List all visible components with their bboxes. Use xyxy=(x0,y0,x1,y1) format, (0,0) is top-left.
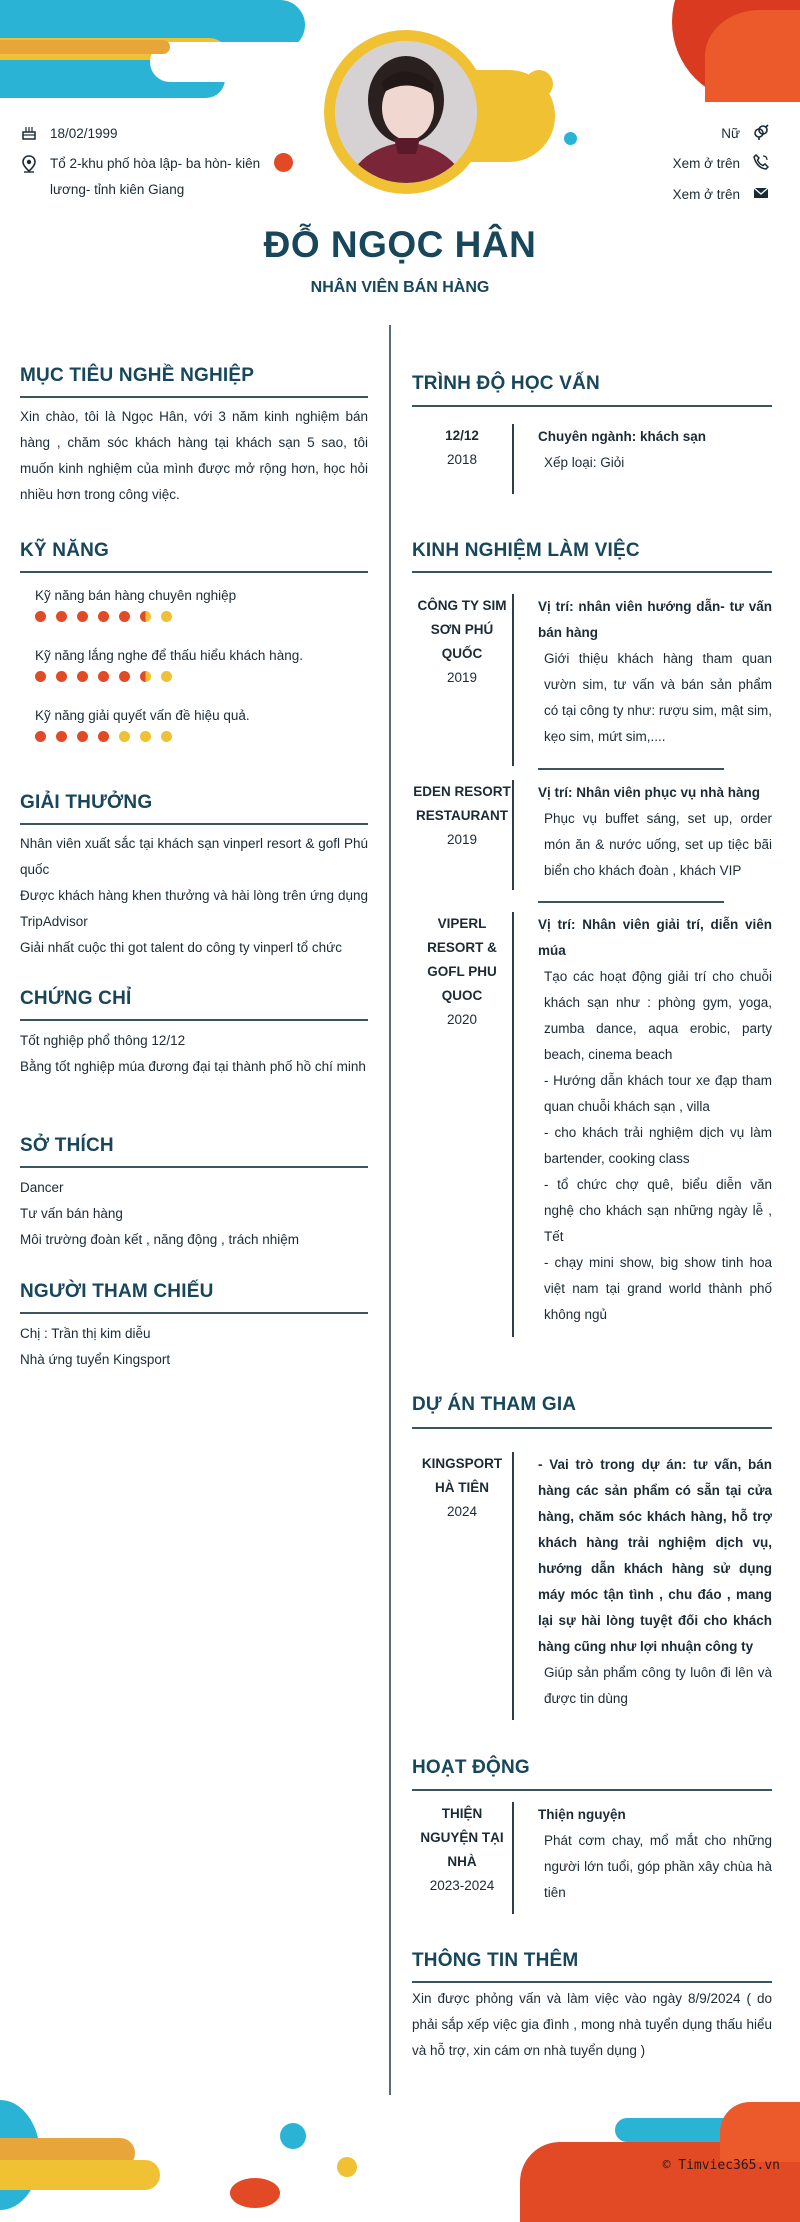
decor-bottom-right-orange xyxy=(720,2102,800,2162)
references-title: NGƯỜI THAM CHIẾU xyxy=(20,1281,214,1302)
rating-dot xyxy=(56,671,67,682)
certificates-rule xyxy=(20,1019,368,1021)
experience-when xyxy=(412,780,512,852)
experience-desc-line: - Hướng dẫn khách tour xe đạp tham quan chuỗi khách sạn , villa xyxy=(544,1073,772,1114)
skill-label: Kỹ năng bán hàng chuyên nghiệp xyxy=(35,588,237,603)
rating-dot xyxy=(98,731,109,742)
education-school: 12/12 xyxy=(445,428,479,443)
birthday-cake-icon xyxy=(20,124,38,142)
rating-dot xyxy=(161,671,172,682)
experience-when xyxy=(412,912,512,1032)
hobby-item: Dancer xyxy=(20,1180,64,1195)
experience-body xyxy=(538,780,772,884)
hobby-item: Tư vấn bán hàng xyxy=(20,1206,123,1221)
experience-body xyxy=(538,594,772,750)
extra-title: THÔNG TIN THÊM xyxy=(412,1950,579,1971)
avatar-photo xyxy=(324,30,488,194)
certificate-item: Tốt nghiệp phổ thông 12/12 xyxy=(20,1033,186,1048)
gender-text: Nữ xyxy=(721,126,740,141)
decor-avatar-blob-dot xyxy=(525,70,553,98)
skills-rule xyxy=(20,571,368,573)
project-body xyxy=(538,1452,772,1712)
experience-title: KINH NGHIỆM LÀM VIỆC xyxy=(412,540,640,561)
timeline-line xyxy=(512,1452,514,1720)
education-rule xyxy=(412,405,772,407)
skill-item xyxy=(35,583,355,643)
projects-title: DỰ ÁN THAM GIA xyxy=(412,1394,577,1415)
decor-top-right-inner xyxy=(705,10,800,102)
watermark: © Timviec365.vn xyxy=(662,2158,780,2173)
references-rule xyxy=(20,1312,368,1314)
experience-desc-line: Tạo các hoạt động giải trí cho chuỗi khách sạn như : phòng gym, yoga, zumba dance, aqua erobic, party beach, cinema beach xyxy=(544,969,772,1062)
education-entry xyxy=(412,424,772,494)
experience-rule xyxy=(412,571,772,573)
email-icon xyxy=(752,186,770,204)
location-pin-icon xyxy=(20,155,38,173)
rating-dot xyxy=(161,611,172,622)
reference-item: Nhà ứng tuyển Kingsport xyxy=(20,1352,171,1367)
award-item: Giải nhất cuộc thi got talent do công ty vinperl tổ chức xyxy=(20,940,342,955)
address-text: Tổ 2-khu phố hòa lập- ba hòn- kiên lương- tỉnh kiên Giang xyxy=(50,156,261,197)
skills-list xyxy=(35,583,355,763)
experience-role: Vị trí: Nhân viên phục vụ nhà hàng xyxy=(538,785,761,800)
experience-role: Vị trí: Nhân viên giải trí, diễn viên múa xyxy=(538,917,772,958)
skill-rating xyxy=(35,611,355,622)
activity-desc: Phát cơm chay, mổ mắt cho những người lớn tuổi, góp phần xây chùa hà tiên xyxy=(544,1833,772,1900)
education-when xyxy=(412,424,512,472)
experience-year: 2019 xyxy=(446,832,478,847)
activity-org: THIỆN NGUYỆN TẠI NHÀ xyxy=(420,1806,504,1869)
project-desc: Giúp sản phẩm công ty luôn đi lên và được tin dùng xyxy=(544,1665,772,1706)
timeline-line xyxy=(512,912,514,1337)
activity-entry xyxy=(412,1802,772,1914)
decor-cyan-dot xyxy=(564,132,577,145)
certificate-item: Bằng tốt nghiệp múa đương đại tại thành phố hồ chí minh xyxy=(20,1059,366,1074)
avatar xyxy=(324,30,488,194)
activities-rule xyxy=(412,1789,772,1791)
project-year: 2024 xyxy=(446,1504,478,1519)
birthday-text: 18/02/1999 xyxy=(50,126,118,141)
activities-title: HOẠT ĐỘNG xyxy=(412,1757,530,1778)
hobby-item: Môi trường đoàn kết , năng động , trách nhiệm xyxy=(20,1232,300,1247)
rating-dot xyxy=(140,611,151,622)
activity-when xyxy=(412,1802,512,1898)
decor-bottom-cyan-dot xyxy=(280,2123,306,2149)
award-item: Nhân viên xuất sắc tại khách sạn vinperl resort & gofl Phú quốc xyxy=(20,836,368,877)
entry-separator xyxy=(538,901,724,903)
project-entry xyxy=(412,1452,772,1720)
education-grade: Xếp loại: Giỏi xyxy=(544,455,625,470)
experience-company: CÔNG TY SIM SƠN PHÚ QUỐC xyxy=(417,598,507,661)
decor-bottom-red-arc xyxy=(230,2178,280,2208)
phone-text: Xem ở trên xyxy=(672,156,740,171)
skill-rating xyxy=(35,671,355,682)
experience-desc-line: - chạy mini show, big show tinh hoa việt nam tại grand world thành phố không ngủ xyxy=(544,1255,772,1322)
extra-text: Xin được phỏng vấn và làm việc vào ngày 8/9/2024 ( do phải sắp xếp việc gia đình , mong nhà tuyển dụng thấu hiểu và hỗ trợ, xin cám ơn nhà tuyển dụng ) xyxy=(412,1991,772,2058)
phone-icon xyxy=(752,154,770,172)
hobbies-list xyxy=(20,1175,368,1253)
experience-entry xyxy=(412,594,772,766)
reference-item: Chị : Trần thị kim diễu xyxy=(20,1326,151,1341)
rating-dot xyxy=(140,671,151,682)
skill-item xyxy=(35,703,355,763)
skills-title: KỸ NĂNG xyxy=(20,540,110,561)
rating-dot xyxy=(77,611,88,622)
rating-dot xyxy=(77,731,88,742)
rating-dot xyxy=(77,671,88,682)
timeline-line xyxy=(512,1802,514,1914)
experience-desc: Phục vụ buffet sáng, set up, order món ăn & nước uống, set up tiệc bãi biển cho khách đoàn , khách VIP xyxy=(544,811,772,878)
objective-rule xyxy=(20,396,368,398)
projects-rule xyxy=(412,1427,772,1429)
rating-dot xyxy=(35,731,46,742)
rating-dot xyxy=(56,731,67,742)
skill-item xyxy=(35,643,355,703)
experience-body xyxy=(538,912,772,1328)
rating-dot xyxy=(35,611,46,622)
timeline-line xyxy=(512,594,514,766)
experience-role: Vị trí: nhân viên hướng dẫn- tư vấn bán hàng xyxy=(538,599,772,640)
skill-rating xyxy=(35,731,355,742)
experience-company: EDEN RESORT RESTAURANT xyxy=(413,784,511,823)
candidate-position: NHÂN VIÊN BÁN HÀNG xyxy=(310,279,490,296)
activity-year: 2023-2024 xyxy=(429,1878,495,1893)
email-text: Xem ở trên xyxy=(672,187,740,202)
award-item: Được khách hàng khen thưởng và hài lòng trên ứng dụng TripAdvisor xyxy=(20,888,368,929)
rating-dot xyxy=(140,731,151,742)
hobbies-title: SỞ THÍCH xyxy=(20,1135,114,1156)
objective-text: Xin chào, tôi là Ngọc Hân, với 3 năm kinh nghiệm bán hàng , chăm sóc khách hàng tại khách sạn 5 sao, tôi muốn kinh nghiệm của mình được mở rộng hơn, học hỏi nhiều hơn trong công việc. xyxy=(20,409,368,502)
references-list xyxy=(20,1321,368,1373)
decor-bottom-left-bar2 xyxy=(0,2160,160,2190)
candidate-name: ĐỖ NGỌC HÂN xyxy=(263,224,537,265)
certificates-list xyxy=(20,1028,368,1080)
timeline-line xyxy=(512,424,514,494)
decor-bottom-yellow-dot xyxy=(337,2157,357,2177)
education-body xyxy=(538,424,772,476)
awards-title: GIẢI THƯỞNG xyxy=(20,792,153,813)
activity-role: Thiện nguyện xyxy=(538,1807,626,1822)
project-role: - Vai trò trong dự án: tư vấn, bán hàng các sản phẩm có sẵn tại cửa hàng, chăm sóc khách hàng, hỗ trợ khách hàng trải nghiệm dịch vụ, hướng dẫn khách hàng sử dụng máy móc tận tình , chu đáo , mang lại sự hài lòng tuyệt đối cho khách hàng cũng như lợi nhuận công ty xyxy=(538,1457,772,1654)
experience-year: 2020 xyxy=(446,1012,478,1027)
rating-dot xyxy=(98,611,109,622)
experience-entry xyxy=(412,912,772,1337)
education-title: TRÌNH ĐỘ HỌC VẤN xyxy=(412,373,600,394)
rating-dot xyxy=(35,671,46,682)
awards-list xyxy=(20,831,368,961)
project-when xyxy=(412,1452,512,1524)
project-name: KINGSPORT HÀ TIÊN xyxy=(421,1456,503,1495)
awards-rule xyxy=(20,823,368,825)
decor-top-left xyxy=(0,0,330,100)
certificates-title: CHỨNG CHỈ xyxy=(20,988,132,1009)
rating-dot xyxy=(119,731,130,742)
objective-title: MỤC TIÊU NGHỀ NGHIỆP xyxy=(20,365,255,386)
experience-when xyxy=(412,594,512,690)
experience-desc-line: - cho khách trải nghiệm dịch vụ làm bartender, cooking class xyxy=(544,1125,772,1166)
activity-body xyxy=(538,1802,772,1906)
experience-entry xyxy=(412,780,772,890)
experience-company: VIPERL RESORT & GOFL PHU QUOC xyxy=(427,916,497,1003)
experience-desc-line: - tổ chức chợ quê, biểu diễn văn nghệ cho khách sạn những ngày lễ , Tết xyxy=(544,1177,772,1244)
rating-dot xyxy=(161,731,172,742)
gender-icon xyxy=(752,124,770,142)
hobbies-rule xyxy=(20,1166,368,1168)
column-divider xyxy=(389,325,391,2095)
rating-dot xyxy=(56,611,67,622)
skill-label: Kỹ năng giải quyết vấn đề hiệu quả. xyxy=(35,708,250,723)
rating-dot xyxy=(119,671,130,682)
education-major: Chuyên ngành: khách sạn xyxy=(538,429,707,444)
experience-desc: Giới thiệu khách hàng tham quan vườn sim, tư vấn và bán sản phẩm có tại công ty như: rượu sim, mật sim, kẹo sim, mứt sim,.... xyxy=(544,651,772,744)
rating-dot xyxy=(119,611,130,622)
skill-label: Kỹ năng lắng nghe để thấu hiểu khách hàng. xyxy=(35,648,303,663)
experience-year: 2019 xyxy=(446,670,478,685)
rating-dot xyxy=(98,671,109,682)
entry-separator xyxy=(538,768,724,770)
timeline-line xyxy=(512,780,514,890)
education-year: 2018 xyxy=(446,452,478,467)
extra-rule xyxy=(412,1981,772,1983)
